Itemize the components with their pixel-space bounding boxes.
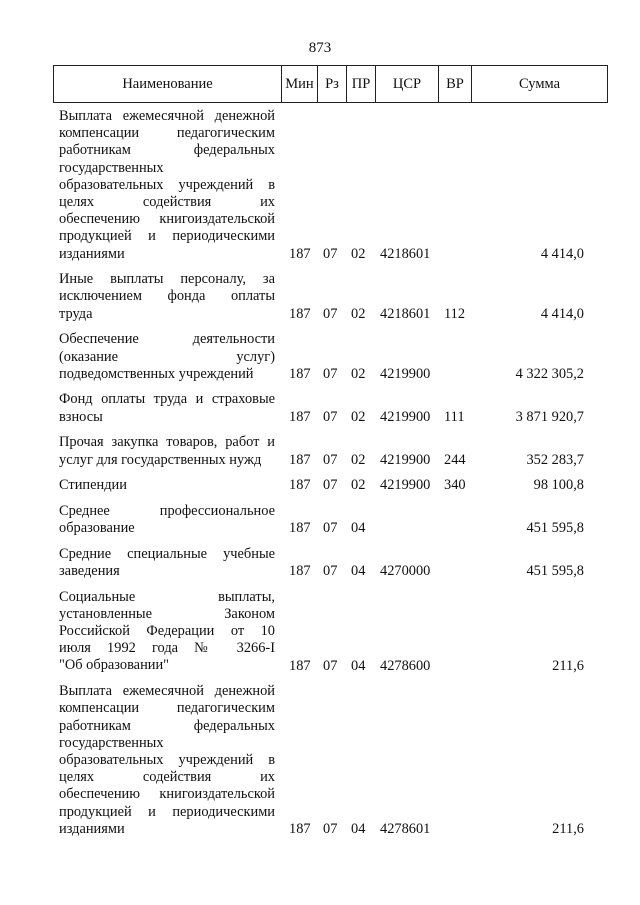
row-rz: 07 <box>323 477 338 494</box>
row-csr: 4218601 <box>380 245 431 262</box>
row-sum: 4 414,0 <box>540 305 584 322</box>
row-name-line: Среднее профессиональное <box>59 502 275 519</box>
row-name <box>59 477 275 494</box>
row-csr: 4278601 <box>380 820 431 837</box>
row-name-line: Обеспечение деятельности <box>59 331 275 348</box>
row-name <box>59 108 275 263</box>
row-pr: 02 <box>351 477 366 494</box>
row-name-line: Выплата ежемесячной денежной <box>59 108 275 124</box>
header-pr: ПР <box>347 66 376 102</box>
row-name <box>59 391 275 425</box>
row-name-line: Прочая закупка товаров, работ и <box>59 434 275 451</box>
row-min: 187 <box>289 451 311 468</box>
table-body <box>53 108 608 847</box>
row-min: 187 <box>289 245 311 262</box>
row-name-line: установленные Законом <box>59 605 275 622</box>
header-min: Мин <box>282 66 318 102</box>
row-min: 187 <box>289 520 311 537</box>
row-name <box>59 503 275 537</box>
table-row <box>53 108 608 271</box>
row-csr: 4219900 <box>380 408 431 425</box>
row-pr: 02 <box>351 451 366 468</box>
row-name-line: образование <box>59 520 135 537</box>
row-rz: 07 <box>323 520 338 537</box>
row-csr: 4278600 <box>380 657 431 674</box>
row-name-line: компенсации педагогическим <box>59 125 275 142</box>
row-min: 187 <box>289 365 311 382</box>
row-name-line: работникам федеральных <box>59 142 275 159</box>
row-sum: 4 322 305,2 <box>515 365 584 382</box>
row-name-line: изданиями <box>59 820 125 837</box>
row-name-line: изданиями <box>59 245 125 262</box>
row-name-line: июля 1992 года № 3266-I <box>59 640 275 657</box>
row-name-line: Фонд оплаты труда и страховые <box>59 391 275 408</box>
row-rz: 07 <box>323 451 338 468</box>
row-name-line: Выплата ежемесячной денежной <box>59 683 275 700</box>
row-vr: 340 <box>444 477 466 494</box>
row-vr: 112 <box>444 305 466 322</box>
row-name-line: услуг для государственных нужд <box>59 451 262 468</box>
row-name-line: взносы <box>59 408 103 425</box>
row-name-line: продукцией и периодическими <box>59 803 275 820</box>
row-name-line: целях содействия их <box>59 769 275 786</box>
row-rz: 07 <box>323 305 338 322</box>
table-row <box>53 434 608 477</box>
row-name-line: Стипендии <box>59 477 127 494</box>
table-row <box>53 683 608 846</box>
row-rz: 07 <box>323 657 338 674</box>
table-row <box>53 503 608 546</box>
row-sum: 451 595,8 <box>526 520 584 537</box>
row-name-line: обеспечению книгоиздательской <box>59 786 275 803</box>
row-rz: 07 <box>323 245 338 262</box>
page-number: 873 <box>308 40 332 56</box>
row-sum: 98 100,8 <box>533 477 584 494</box>
row-sum: 211,6 <box>552 820 584 837</box>
row-name-line: государственных <box>59 159 164 176</box>
row-pr: 02 <box>351 245 366 262</box>
row-min: 187 <box>289 305 311 322</box>
row-sum: 211,6 <box>552 657 584 674</box>
row-name-line: образовательных учреждений в <box>59 751 275 768</box>
header-vr: ВР <box>439 66 472 102</box>
row-name <box>59 683 275 838</box>
header-rz: Рз <box>318 66 347 102</box>
table-row <box>53 331 608 391</box>
row-vr: 111 <box>444 408 465 425</box>
row-name-line: государственных <box>59 734 164 751</box>
table-row <box>53 271 608 331</box>
row-pr: 04 <box>351 563 366 580</box>
row-sum: 451 595,8 <box>526 563 584 580</box>
row-vr: 244 <box>444 451 466 468</box>
table-row <box>53 477 608 503</box>
row-csr: 4219900 <box>380 365 431 382</box>
row-min: 187 <box>289 477 311 494</box>
row-name-line: "Об образовании" <box>59 657 170 674</box>
row-rz: 07 <box>323 408 338 425</box>
row-pr: 02 <box>351 408 366 425</box>
row-name-line: труда <box>59 305 93 322</box>
table-header <box>53 65 608 103</box>
row-sum: 3 871 920,7 <box>515 408 584 425</box>
row-name <box>59 589 275 675</box>
header-csr: ЦСР <box>376 66 439 102</box>
row-sum: 352 283,7 <box>526 451 584 468</box>
row-csr: 4219900 <box>380 477 431 494</box>
row-pr: 04 <box>351 657 366 674</box>
row-name-line: Иные выплаты персоналу, за <box>59 271 275 288</box>
row-name <box>59 546 275 580</box>
table-row <box>53 391 608 434</box>
table-row <box>53 589 608 684</box>
row-csr: 4270000 <box>380 563 431 580</box>
row-name-line: Социальные выплаты, <box>59 588 275 605</box>
row-rz: 07 <box>323 820 338 837</box>
row-name-line: работникам федеральных <box>59 717 275 734</box>
row-name-line: заведения <box>59 563 120 580</box>
row-min: 187 <box>289 408 311 425</box>
row-min: 187 <box>289 563 311 580</box>
row-name-line: исключением фонда оплаты <box>59 288 275 305</box>
row-pr: 04 <box>351 820 366 837</box>
row-name-line: (оказание услуг) <box>59 348 275 365</box>
row-name-line: образовательных учреждений в <box>59 176 275 193</box>
row-pr: 02 <box>351 305 366 322</box>
row-rz: 07 <box>323 563 338 580</box>
row-csr: 4218601 <box>380 305 431 322</box>
row-name-line: Российской Федерации от 10 <box>59 623 275 640</box>
header-name: Наименование <box>54 66 282 102</box>
row-min: 187 <box>289 820 311 837</box>
row-name-line: продукцией и периодическими <box>59 228 275 245</box>
row-csr: 4219900 <box>380 451 431 468</box>
row-min: 187 <box>289 657 311 674</box>
row-pr: 02 <box>351 365 366 382</box>
row-sum: 4 414,0 <box>540 245 584 262</box>
row-name-line: целях содействия их <box>59 193 275 210</box>
row-name <box>59 331 275 383</box>
row-name <box>59 271 275 323</box>
row-rz: 07 <box>323 365 338 382</box>
row-pr: 04 <box>351 520 366 537</box>
row-name-line: подведомственных учреждений <box>59 365 254 382</box>
row-name <box>59 434 275 468</box>
table-row <box>53 546 608 589</box>
row-name-line: компенсации педагогическим <box>59 700 275 717</box>
header-sum: Сумма <box>518 76 561 92</box>
row-name-line: Средние специальные учебные <box>59 545 275 562</box>
row-name-line: обеспечению книгоиздательской <box>59 211 275 228</box>
